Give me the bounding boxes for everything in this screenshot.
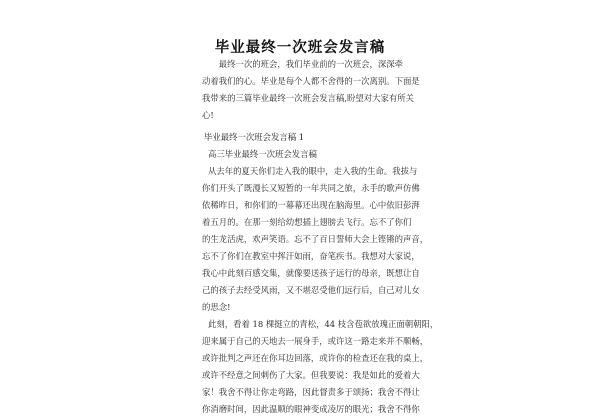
paragraph-line: 着五月的。在那一刻给幼想插上翅膀去飞行。忘不了你们 <box>202 217 412 227</box>
paragraph-line: 的生龙活虎，欢声笑语。忘不了百日誓师大会上铿锵的声音， <box>202 234 429 244</box>
paragraph-line: 心! <box>202 110 214 120</box>
paragraph-line: 或许批判之声还在你耳边回落，或许你的检查还在我的桌上， <box>202 353 429 363</box>
page-title: 毕业最终一次班会发言稿 <box>214 40 386 56</box>
paragraph-line: 你消磨时间，因此温顺的眼神变成凌厉的眼光；我舍不得你 <box>202 404 420 414</box>
paragraph-line: 的思念! <box>202 302 231 312</box>
paragraph-line: 或许不经意之间刺伤了大家。但我要说：我是如此的爱着大 <box>202 370 420 380</box>
document-body <box>202 56 439 418</box>
paragraph-line: 忘不了你们在教室中挥汗如雨，奋笔疾书。我想对大家说， <box>202 251 420 261</box>
section-heading: 毕业最终一次班会发言稿 1 <box>204 132 305 142</box>
paragraph-line: 从去年的夏天你们走入我的眼中，走入我的生命。我拔与 <box>208 166 418 176</box>
paragraph-line: 此刻，看着 18 棵挺立的青松，44 枝含苞欲放瑰正面朝朝阳， <box>208 319 439 329</box>
paragraph-line: 迎来属于自己的天地去一展身手，或许这一路走来并不顺畅， <box>202 336 429 346</box>
section-heading: 高三毕业最终一次班会发言稿 <box>208 149 317 159</box>
paragraph-line: 依稀昨日，和你们的一幕幕还出现在脑海里。心中依旧彭湃 <box>202 200 420 210</box>
paragraph-line: 我心中此刻百感交集，就像要送孩子远行的母亲，既想让自 <box>202 268 420 278</box>
paragraph-line: 己的孩子去经受风雨，又不堪忍受他们远行后，自己对儿女 <box>202 285 420 295</box>
paragraph-line: 家！我舍不得让你走弯路，因此督责多于颂扬；我舍不得让 <box>202 387 420 397</box>
paragraph-line: 我带来的三篇毕业最终一次班会发言稿,盼望对大家有所关 <box>202 93 415 103</box>
paragraph-line: 最终一次的班会，我们毕业前的一次班会，深深牵 <box>202 59 403 69</box>
paragraph-line: 动着我们的心。毕业是每个人都不舍得的一次离别。下面是 <box>202 76 420 86</box>
paragraph-line: 你们开头了既漫长又短暂的一年共同之旅，永手的歌声仿佛 <box>202 183 420 193</box>
